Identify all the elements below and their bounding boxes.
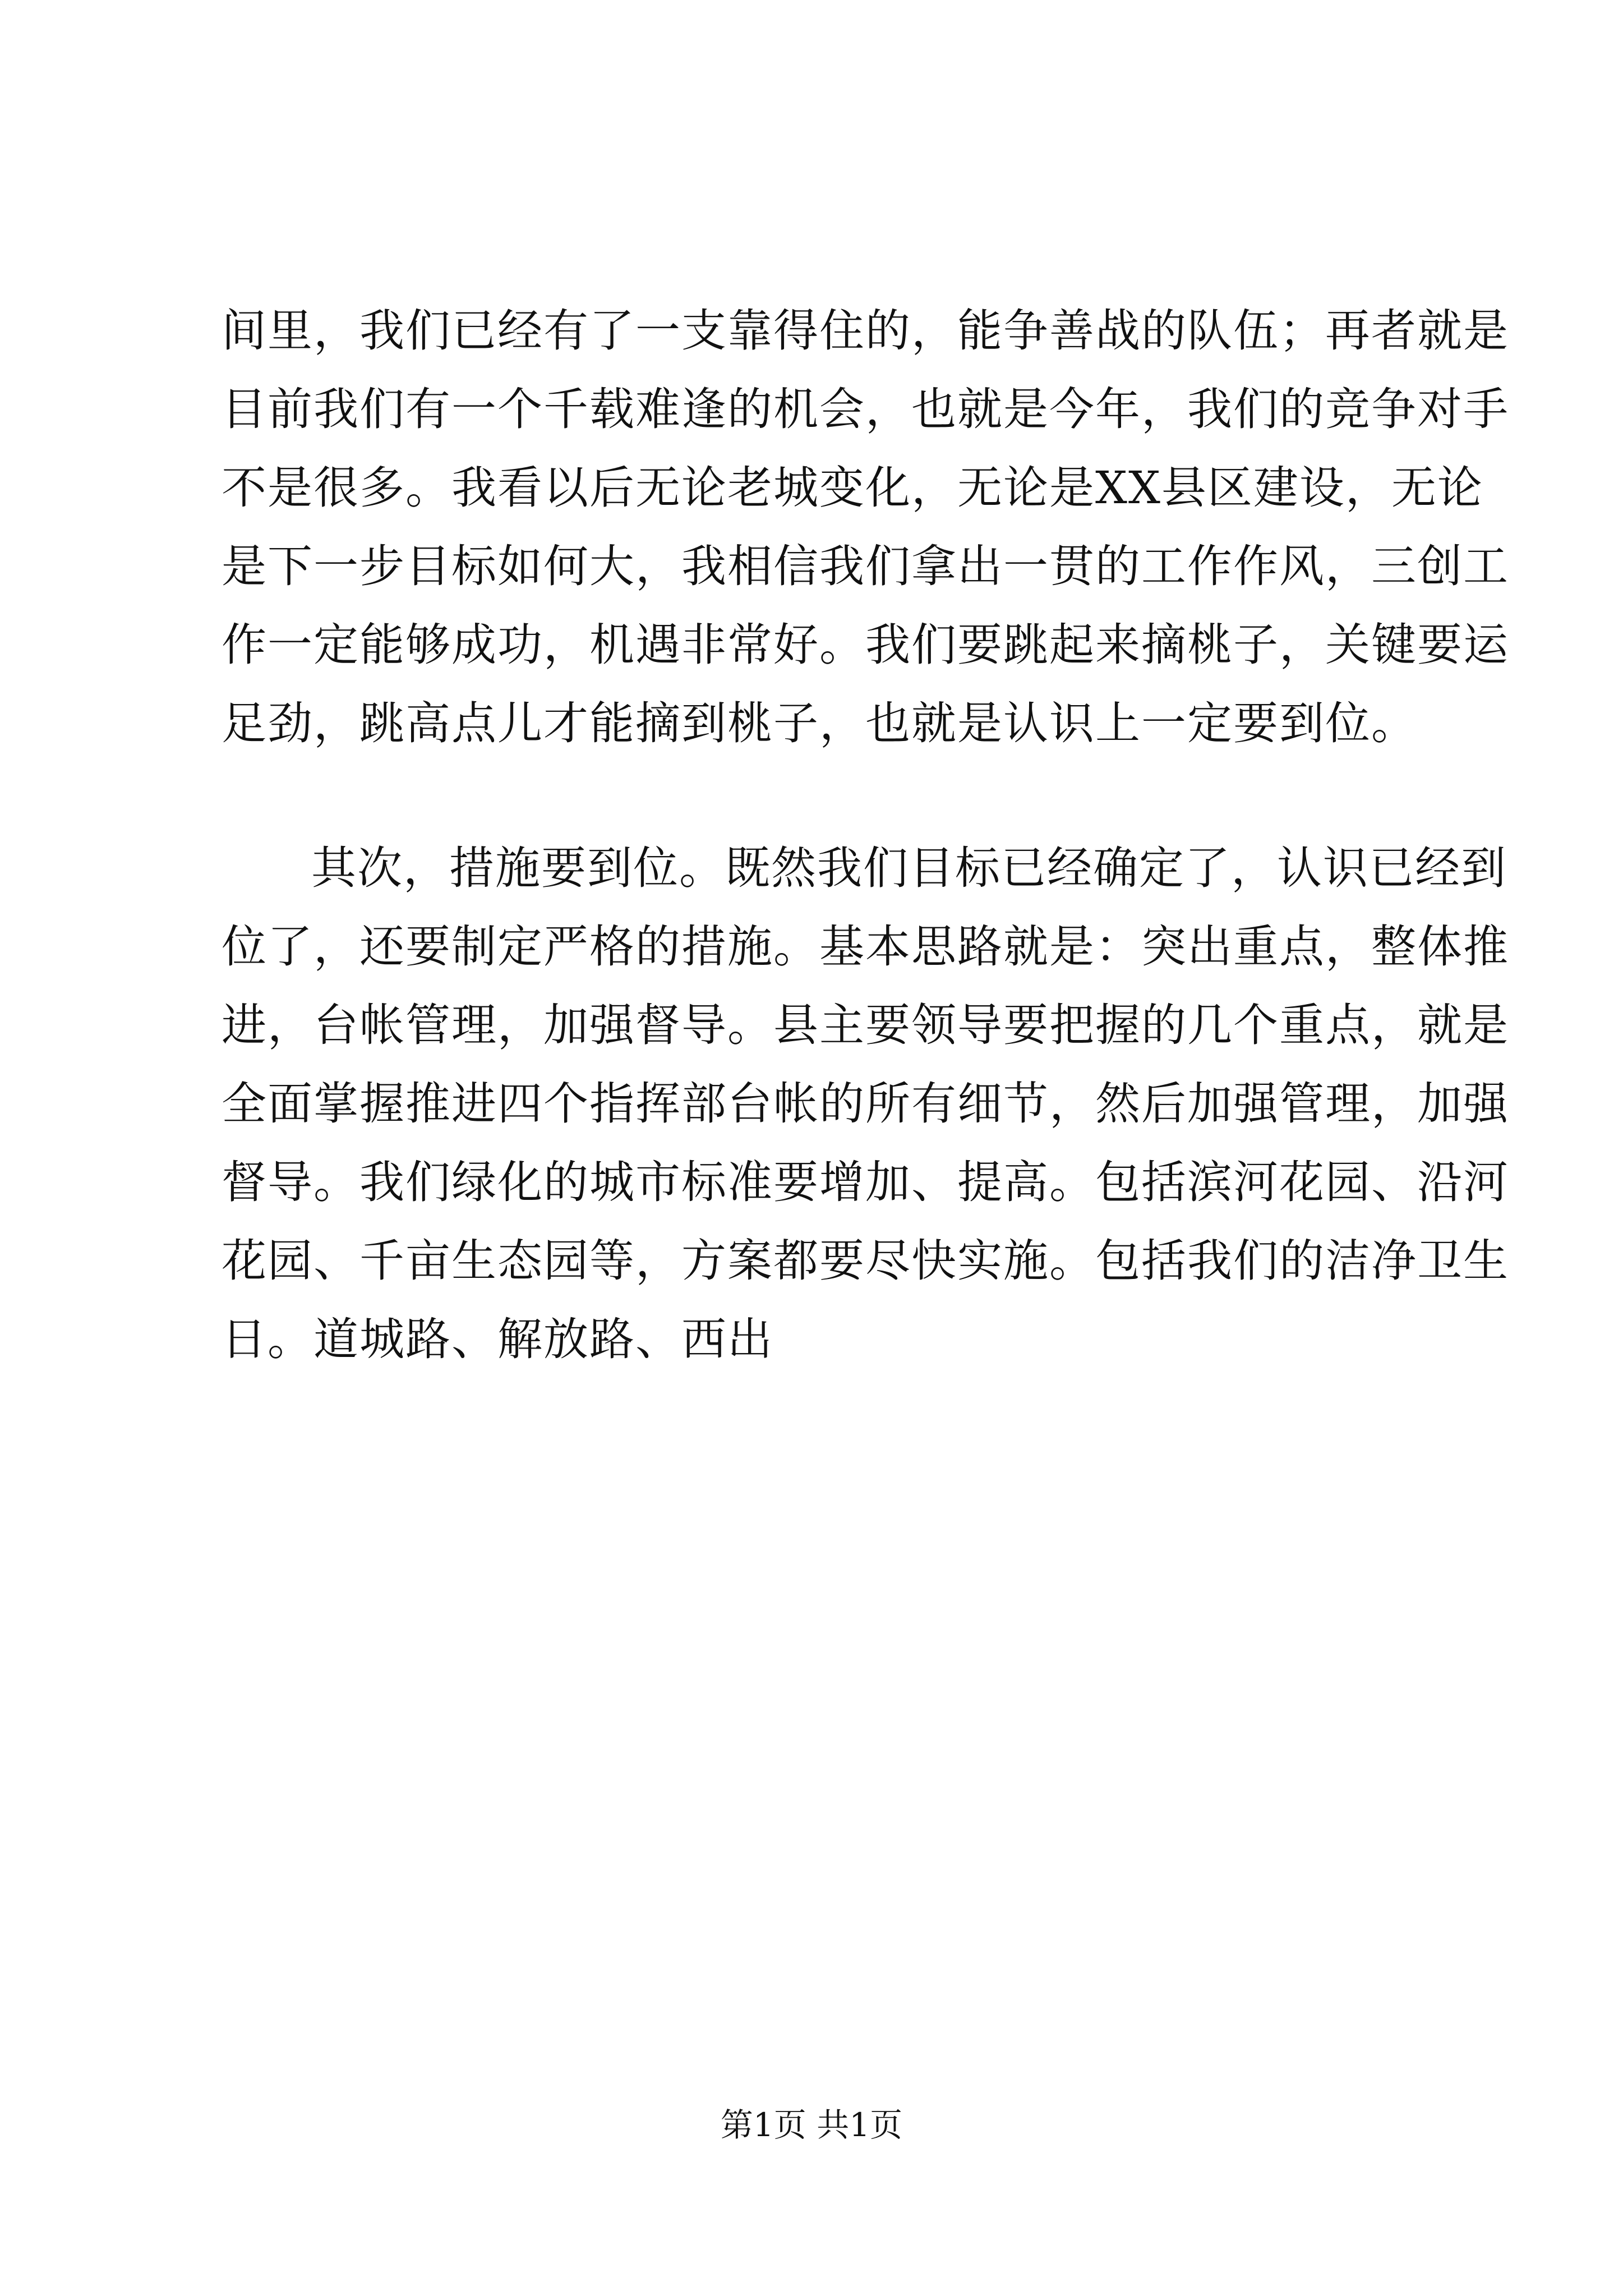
paragraph-line: 花园、千亩生态园等，方案都要尽快实施。包括我们的洁净卫生 (222, 1235, 1509, 1287)
document-body (222, 292, 1509, 1379)
paragraph-line: 不是很多。我看以后无论老城变化，无论是XX县区建设，无论 (222, 462, 1483, 514)
paragraph-line: 全面掌握推进四个指挥部台帐的所有细节，然后加强管理，加强 (222, 1078, 1509, 1130)
paragraph-line: 其次，措施要到位。既然我们目标已经确定了，认识已经到 (311, 842, 1507, 894)
paragraph-2 (222, 829, 1509, 1379)
paragraph-line: 间里，我们已经有了一支靠得住的，能争善战的队伍；再者就是 (222, 305, 1509, 357)
paragraph-line: 足劲，跳高点儿才能摘到桃子，也就是认识上一定要到位。 (222, 697, 1417, 749)
paragraph-1 (222, 292, 1509, 763)
paragraph-line: 督导。我们绿化的城市标准要增加、提高。包括滨河花园、沿河 (222, 1156, 1509, 1208)
page-footer: 第1页 共1页 (720, 2106, 903, 2144)
paragraph-line: 目前我们有一个千载难逢的机会，也就是今年，我们的竞争对手 (222, 383, 1509, 435)
paragraph-line: 作一定能够成功，机遇非常好。我们要跳起来摘桃子，关键要运 (222, 619, 1509, 671)
paragraph-line: 位了，还要制定严格的措施。基本思路就是：突出重点，整体推 (222, 921, 1509, 973)
paragraph-line: 是下一步目标如何大，我相信我们拿出一贯的工作作风，三创工 (222, 540, 1509, 592)
paragraph-gap (222, 763, 1427, 829)
paragraph-line: 日。道城路、解放路、西出 (222, 1313, 773, 1365)
paragraph-line: 进，台帐管理，加强督导。县主要领导要把握的几个重点，就是 (222, 999, 1509, 1051)
